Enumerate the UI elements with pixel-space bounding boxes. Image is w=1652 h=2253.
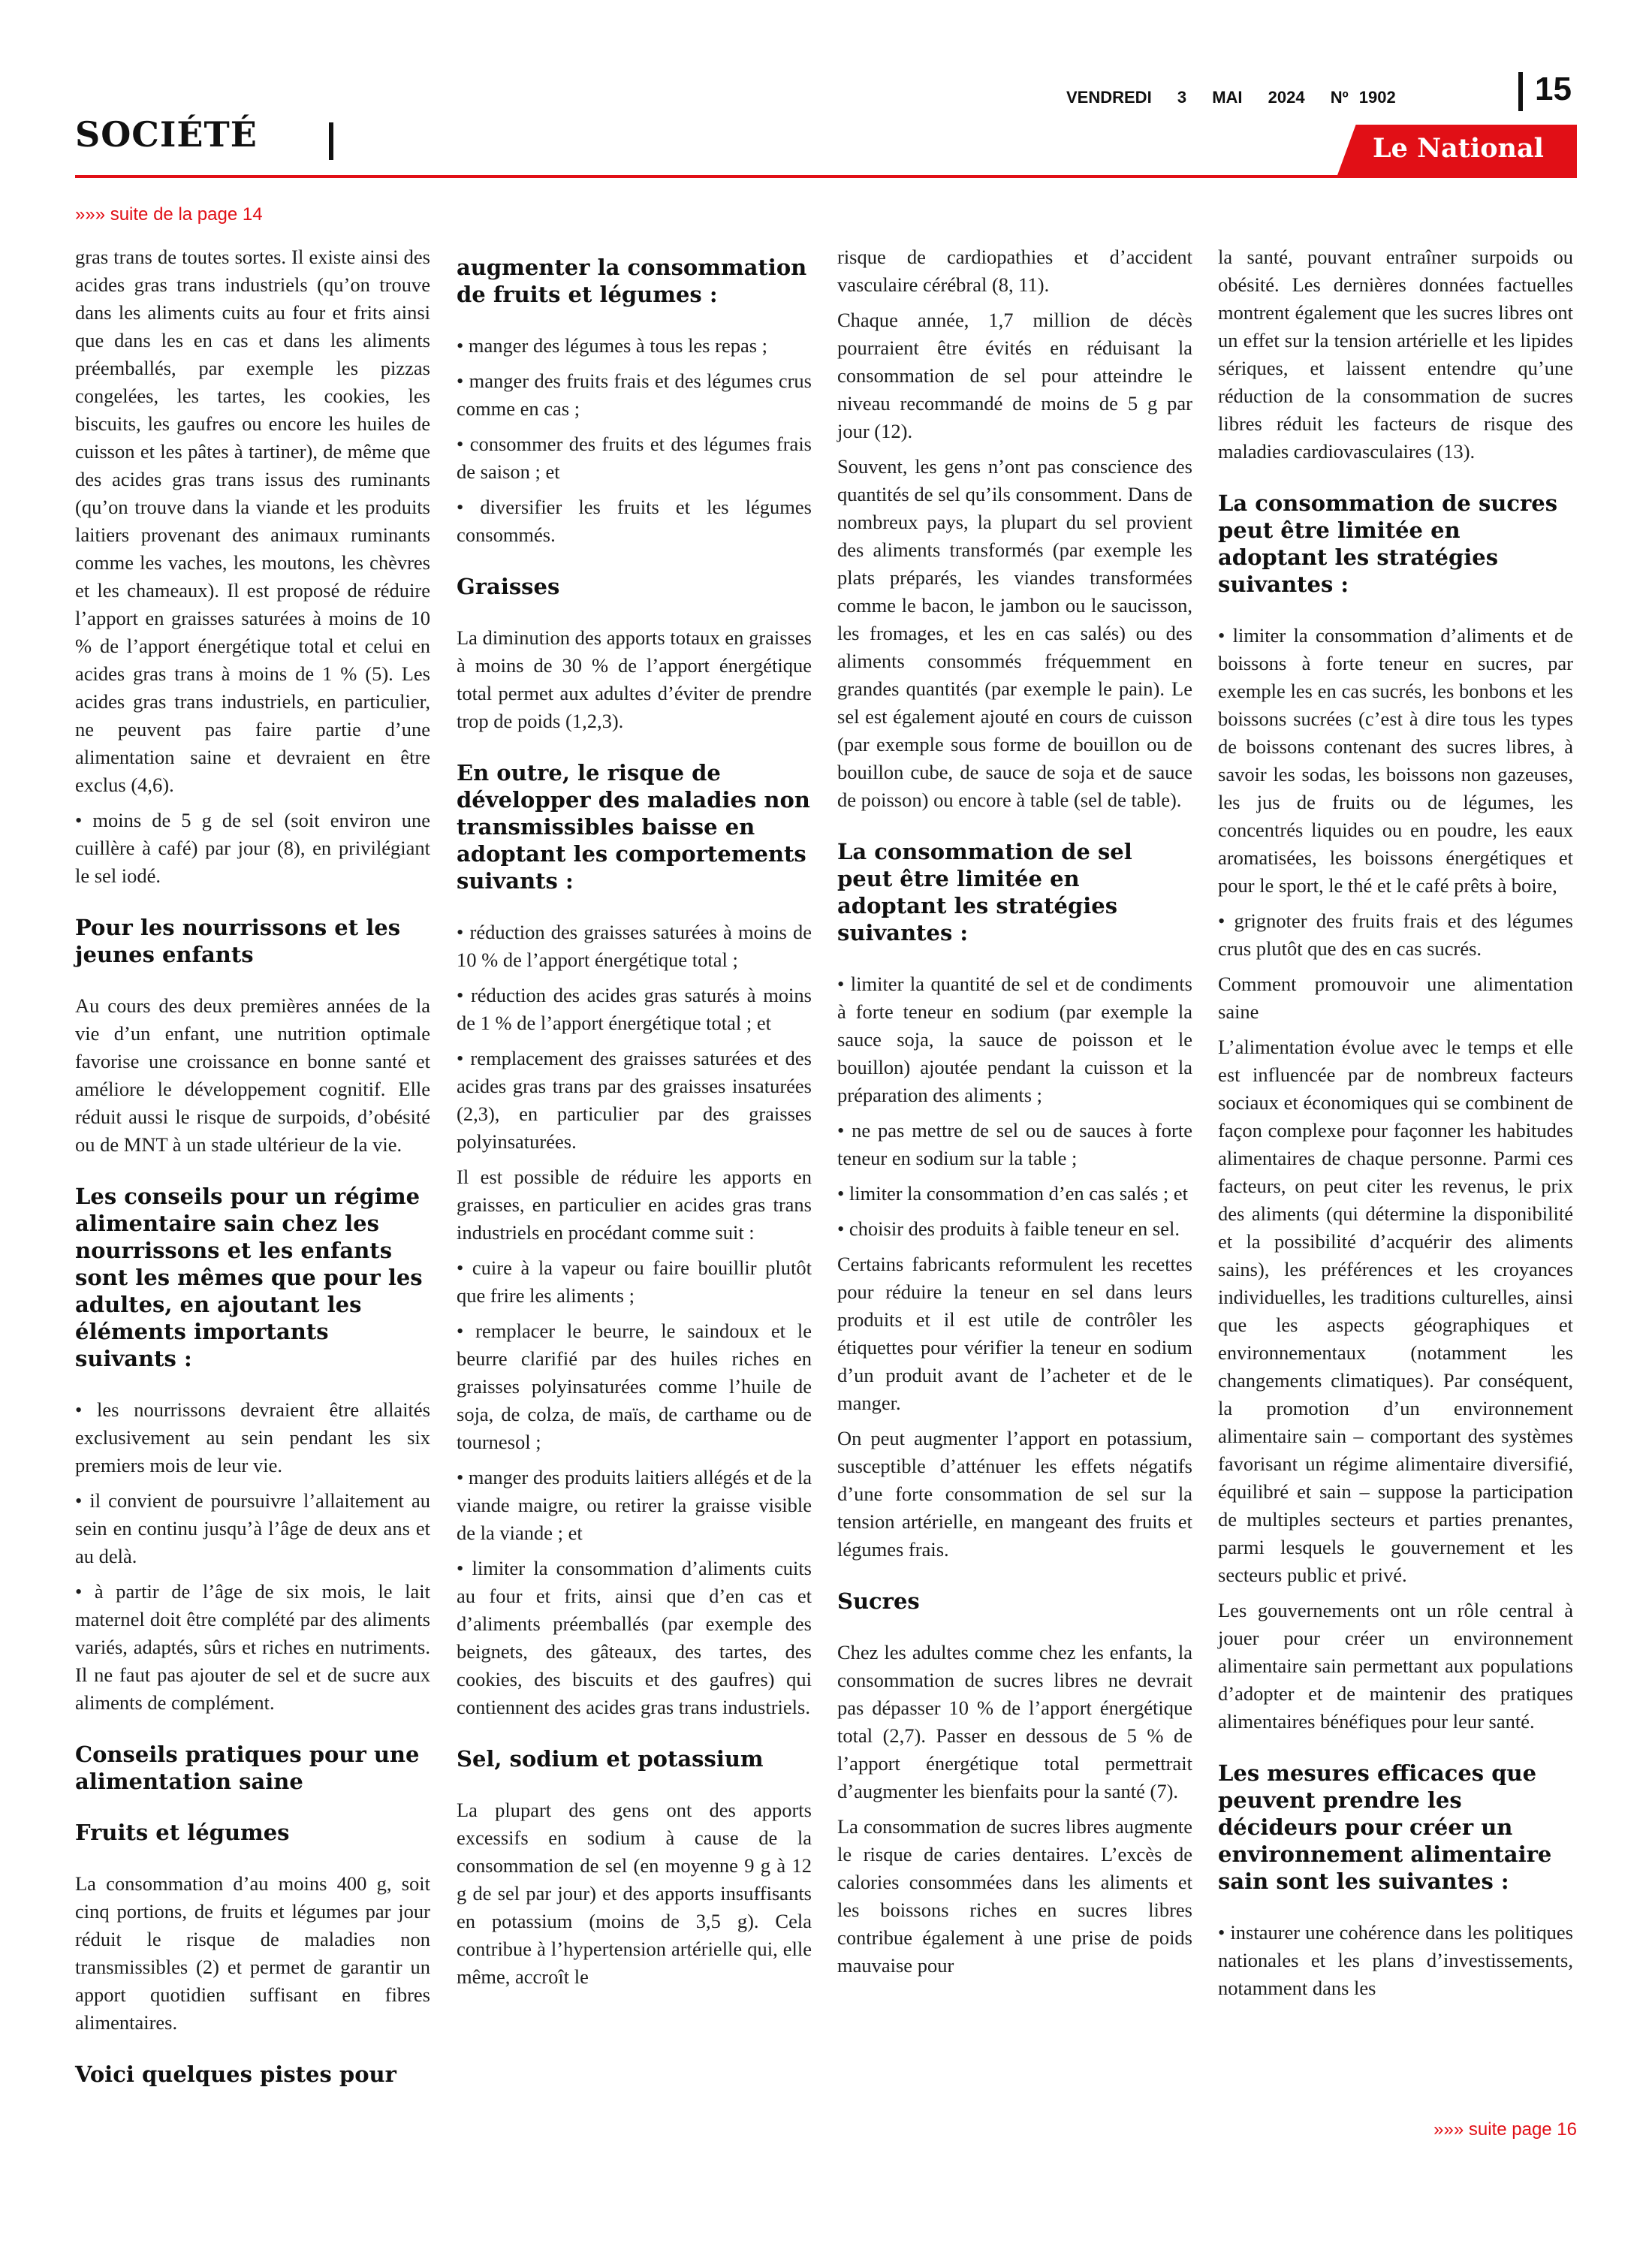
paragraph: • remplacement des graisses saturées et des acides gras trans par des graisses insaturées (2,3), en particulier par des graisses polyinsaturées. [457,1047,812,1153]
paragraph: Comment promouvoir une alimentation saine [1218,973,1573,1023]
paragraph: • réduction des graisses saturées à moins de 10 % de l’apport énergétique total ; [457,921,812,971]
issue-date [1066,88,1411,107]
paragraph: • limiter la consommation d’en cas salés ; et [837,1182,1189,1205]
paragraph: Chez les adultes comme chez les enfants, la consommation de sucres libres ne devrait pas dépasser 10 % de l’apport énergétique total (2,7). Passer en dessous de 5 % de l’apport énergétique total permettrait d’augmenter les bienfaits pour la santé (7). [837,1641,1192,1802]
page-number: 15 [1535,71,1572,107]
issue-month: MAI [1212,88,1243,107]
paragraph: • limiter la consommation d’aliments et de boissons à forte teneur en sucres, par exemple les en cas sucrés, les bonbons et les boissons sucrées (c’est à dire tous les types de boissons contenant des sucres libres, à savoir les sodas, les boissons non gazeuses, les jus de fruits ou de légumes, les concentrés liquides ou en poudre, les eaux aromatisées, les boissons énergétiques et pour le sport, le thé et le café prêts à boire, [1218,624,1573,897]
subheading: Sucres [837,1588,920,1614]
paragraph: • à partir de l’âge de six mois, le lait maternel doit être complété par des aliments variés, adaptés, sûrs et riches en nutriments. Il ne faut pas ajouter de sel et de sucre aux aliments de complément. [75,1580,430,1714]
paragraph: • ne pas mettre de sel ou de sauces à forte teneur en sodium sur la table ; [837,1119,1192,1169]
paragraph: Les gouvernements ont un rôle central à jouer pour créer un environnement alimentaire sain permettant aux populations d’adopter et de maintenir des pratiques alimentaires bénéfiques pour leur santé. [1218,1599,1573,1733]
paragraph: La consommation d’au moins 400 g, soit cinq portions, de fruits et légumes par jour réduit le risque de maladies non transmissibles (2) et permet de garantir un apport quotidien suffisant en fibres alimentaires. [75,1872,430,2034]
subheading: La consommation de sucres peut être limitée en adoptant les stratégies suivantes : [1218,490,1558,597]
paragraph: • remplacer le beurre, le saindoux et le beurre clarifié par des huiles riches en graisses polyinsaturées comme l’huile de soja, de colza, de maïs, de carthame ou de tournesol ; [457,1320,812,1453]
paragraph: gras trans de toutes sortes. Il existe ainsi des acides gras trans industriels (qu’on trouve dans les aliments cuits au four et frits ainsi que dans les en cas et dans les aliments préemballés, par exemple les pizzas congelées, les tartes, les cookies, les biscuits, les gaufres ou encore les huiles de cuisson et les pâtes à tartiner), de même que des acides gras trans issus des ruminants (qu’on trouve dans la viande et les produits laitiers provenant des animaux ruminants comme les vaches, les moutons, les chèvres et les chameaux). Il est proposé de réduire l’apport en graisses saturées à moins de 10 % de l’apport énergétique total et celui en acides gras trans à moins de 1 % (5). Les acides gras trans industriels, en particulier, ne peuvent pas faire partie d’une alimentation saine et devraient en être exclus (4,6). [75,246,430,796]
paragraph: • manger des fruits frais et des légumes crus comme en cas ; [457,369,812,420]
article-column-3 [837,243,1192,1987]
subheading: La consommation de sel peut être limitée en adoptant les stratégies suivantes : [837,839,1132,946]
brand-name: Le National [1373,133,1544,164]
paragraph: Chaque année, 1,7 million de décès pourraient être évités en réduisant la consommation de sel pour atteindre le niveau recommandé de moins de 5 g par jour (12). [837,309,1192,442]
paragraph: • manger des légumes à tous les repas ; [457,334,768,357]
paragraph: • instaurer une cohérence dans les politiques nationales et les plans d’investissements, notamment dans les [1218,1921,1573,1999]
issue-date-number: 3 [1177,88,1187,107]
subheading: Les mesures efficaces que peuvent prendre les décideurs pour créer un environnement alimentaire sain sont les suivantes : [1218,1760,1552,1894]
paragraph: la santé, pouvant entraîner surpoids ou obésité. Les dernières données factuelles montrent également que les sucres libres ont un effet sur la tension artérielle et les lipides sériques, et laissent entendre qu’une réduction de la consommation de sucres libres réduit les facteurs de risque des maladies cardiovasculaires (13). [1218,246,1573,463]
paragraph: • choisir des produits à faible teneur en sel. [837,1217,1180,1240]
subheading: Les conseils pour un régime alimentaire sain chez les nourrissons et les enfants sont les mêmes que pour les adultes, en ajoutant les éléments importants suivants : [75,1184,423,1371]
subheading: Sel, sodium et potassium [457,1746,764,1772]
paragraph: Au cours des deux premières années de la vie d’un enfant, une nutrition optimale favorise une croissance en bonne santé et améliore le développement cognitif. Elle réduit aussi le risque de surpoids, d’obésité ou de MNT à un stade ultérieur de la vie. [75,994,430,1156]
paragraph: • limiter la quantité de sel et de condiments à forte teneur en sodium (par exemple la sauce soja, la sauce de poisson et le bouillon) ajoutée pendant la cuisson et la préparation des aliments ; [837,973,1192,1106]
paragraph: On peut augmenter l’apport en potassium, susceptible d’atténuer les effets négatifs d’une forte consommation de sel sur la tension artérielle, en mangeant des fruits et légumes frais. [837,1427,1192,1561]
paragraph: • diversifier les fruits et les légumes consommés. [457,496,812,546]
issue-day: VENDREDI [1066,88,1152,107]
subheading: augmenter la consommation de fruits et légumes : [457,255,807,307]
subheading: Voici quelques pistes pour [75,2061,396,2087]
issue-year: 2024 [1268,88,1305,107]
article-column-4 [1218,243,1573,2010]
article-column-1 [75,243,430,2112]
paragraph: • réduction des acides gras saturés à moins de 1 % de l’apport énergétique total ; et [457,984,812,1034]
section-title: SOCIÉTÉ [75,114,258,155]
paragraph: • grignoter des fruits frais et des légumes crus plutôt que des en cas sucrés. [1218,909,1573,960]
subheading: Pour les nourrissons et les jeunes enfants [75,915,401,967]
subheading: Conseils pratiques pour une alimentation saine [75,1742,420,1794]
paragraph: La consommation de sucres libres augmente le risque de caries dentaires. L’excès de calories consommées dans les aliments et les boissons riches en sucres libres contribue également à une prise de poids mauvaise pour [837,1815,1192,1977]
paragraph: • limiter la consommation d’aliments cuits au four et frits, ainsi que d’en cas et d’aliments préemballés (par exemple des beignets, des gâteaux, des tartes, des cookies, des biscuits et des gaufres) qui contiennent des acides gras trans industriels. [457,1557,812,1718]
paragraph: • consommer des fruits et des légumes frais de saison ; et [457,433,812,483]
continued-from-note: »»» suite de la page 14 [75,204,263,225]
issue-number: Nº 1902 [1330,88,1396,107]
paragraph: • les nourrissons devraient être allaités exclusivement au sein pendant les six premiers mois de leur vie. [75,1398,430,1476]
paragraph: Certains fabricants reformulent les recettes pour réduire la teneur en sel dans leurs produits et il est utile de contrôler les étiquettes pour vérifier la teneur en sodium d’un produit avant de l’acheter et de le manger. [837,1253,1192,1414]
continued-to-note: »»» suite page 16 [1433,2119,1577,2140]
article-column-2 [457,243,812,1998]
paragraph: L’alimentation évolue avec le temps et elle est influencée par de nombreux facteurs sociaux et économiques qui se combinent de façon complexe pour façonner les habitudes alimentaires de chaque personne. Parmi ces facteurs, on peut citer les revenus, le prix des aliments (qui détermine la disponibilité et la possibilité d’acquérir des aliments sains), les préférences et les croyances individuelles, les traditions culturelles, ainsi que les aspects géographiques et environnementaux (notamment les changements climatiques). Par conséquent, la promotion d’un environnement alimentaire sain – comportant des systèmes favorisant un régime alimentaire diversifié, équilibré et sain – suppose la participation de multiples secteurs et parties prenantes, parmi lesquels le gouvernement et les secteurs public et privé. [1218,1036,1573,1586]
header-rule [75,175,1577,178]
paragraph: • il convient de poursuivre l’allaitement au sein en continu jusqu’à l’âge de deux ans et au delà. [75,1489,430,1567]
page-number-divider [1518,72,1523,111]
paragraph: • cuire à la vapeur ou faire bouillir plutôt que frire les aliments ; [457,1256,812,1307]
subheading: Fruits et légumes [75,1820,290,1845]
paragraph: La diminution des apports totaux en graisses à moins de 30 % de l’apport énergétique total permet aux adultes d’éviter de prendre trop de poids (1,2,3). [457,626,812,732]
paragraph: La plupart des gens ont des apports excessifs en sodium à cause de la consommation de sel (en moyenne 9 g à 12 g de sel par jour) et des apports insuffisants en potassium (moins de 3,5 g). Cela contribue à l’hypertension artérielle qui, elle même, accroît le [457,1799,812,1988]
subheading: En outre, le risque de développer des maladies non transmissibles baisse en adoptant les comportements suivants : [457,760,810,894]
paragraph: Souvent, les gens n’ont pas conscience des quantités de sel qu’ils consomment. Dans de nombreux pays, la plupart du sel provient des aliments transformés (par exemple les plats préparés, les viandes transformées comme le bacon, le jambon ou le saucisson, les fromages, et les en cas salés) ou des aliments consommés fréquemment en grandes quantités (par exemple le pain). Le sel est également ajouté en cours de cuisson (par exemple sous forme de bouillon ou de bouillon cube, de sauce de soja et de sauce de poisson) ou encore à table (sel de table). [837,455,1192,811]
paragraph: Il est possible de réduire les apports en graisses, en particulier en acides gras trans industriels en procédant comme suit : [457,1166,812,1244]
paragraph: • manger des produits laitiers allégés et de la viande maigre, ou retirer la graisse visible de la viande ; et [457,1466,812,1544]
paragraph: • moins de 5 g de sel (soit environ une cuillère à café) par jour (8), en privilégiant le sel iodé. [75,809,430,887]
subheading: Graisses [457,574,560,599]
section-divider [329,122,333,160]
paragraph: risque de cardiopathies et d’accident vasculaire cérébral (8, 11). [837,246,1192,296]
